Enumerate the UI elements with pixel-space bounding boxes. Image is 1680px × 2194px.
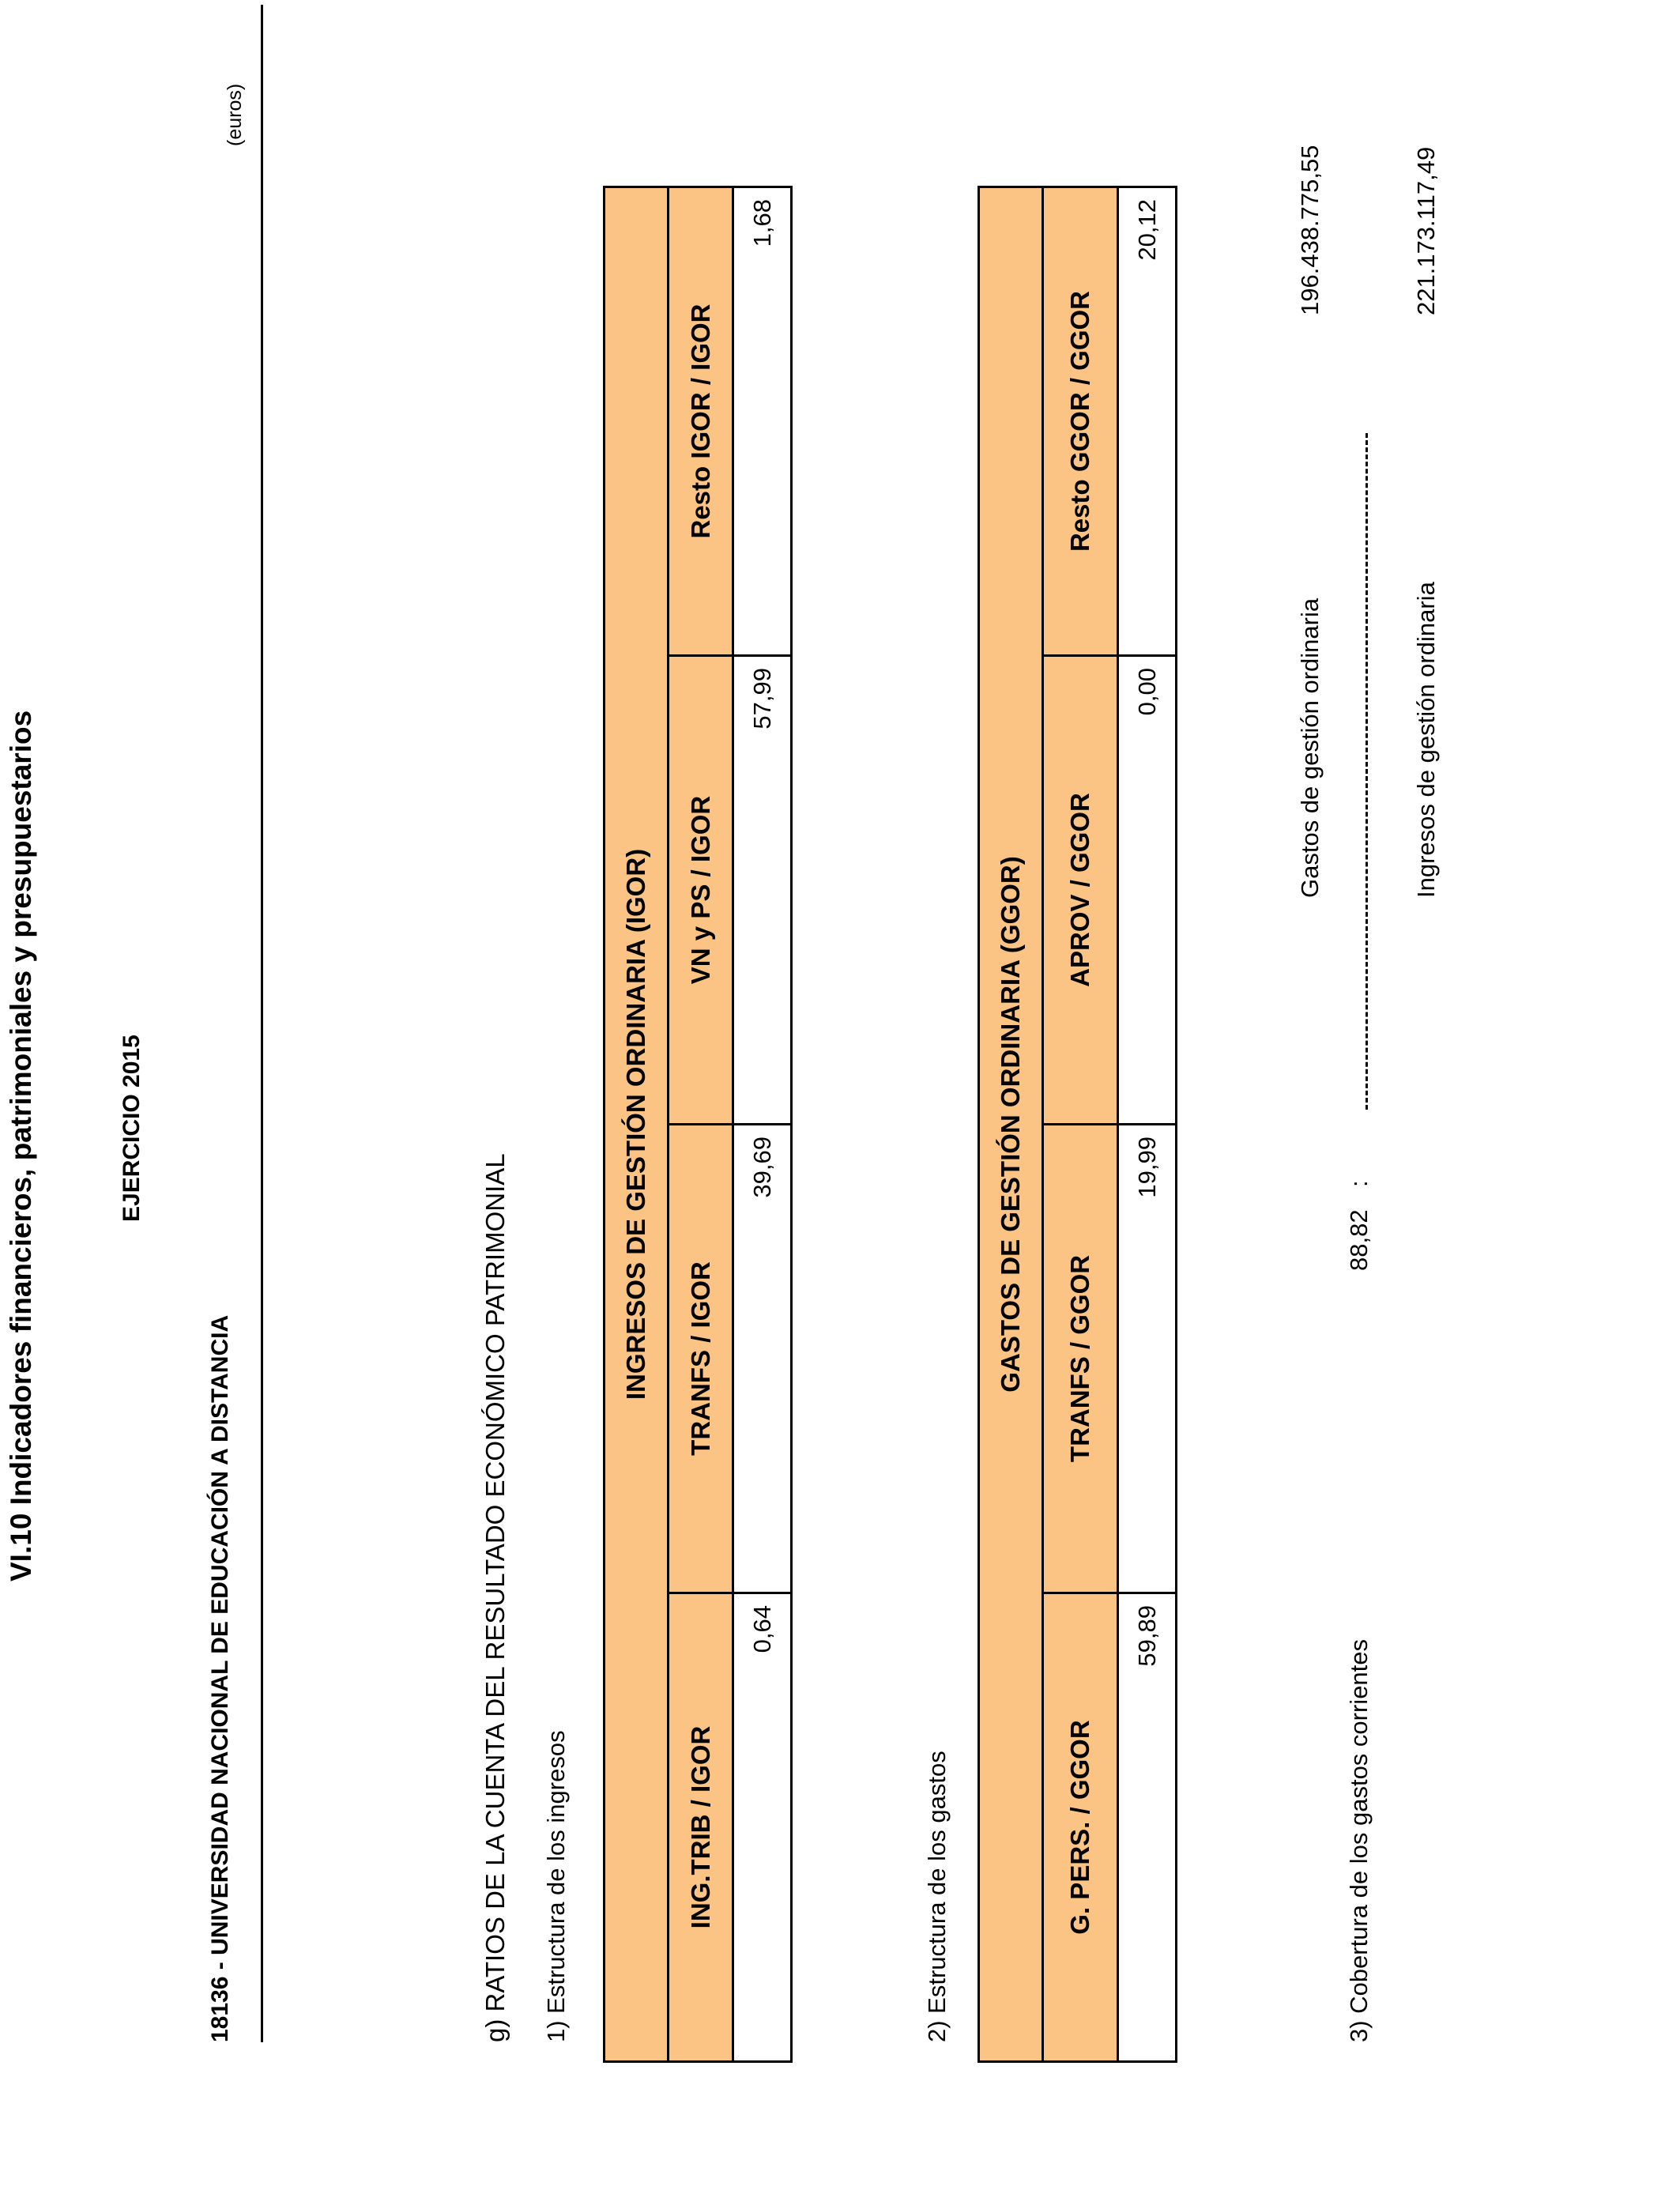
header-rule: [261, 5, 263, 2042]
ingresos-value-cell: 57,99: [733, 656, 792, 1125]
cobertura-separator: :: [1345, 1180, 1373, 1187]
gastos-col-header: Resto GGOR / GGOR: [1043, 187, 1118, 656]
ingresos-group-header: INGRESOS DE GESTIÓN ORDINARIA (IGOR): [605, 187, 669, 2061]
numerator-label: Gastos de gestión ordinaria: [1296, 598, 1324, 898]
exercise-year: EJERCICIO 2015: [119, 1035, 145, 1222]
ingresos-table: [603, 186, 793, 2063]
ingresos-col-header: ING.TRIB / IGOR: [669, 1593, 733, 2062]
currency-unit: (euros): [224, 83, 246, 146]
cobertura-subtitle: 3) Cobertura de los gastos corrientes: [1345, 1638, 1373, 2042]
denominator-value: 221.173.117,49: [1412, 146, 1440, 315]
ingresos-subtitle: 1) Estructura de los ingresos: [542, 1730, 570, 2042]
ingresos-col-header: VN y PS / IGOR: [669, 656, 733, 1125]
denominator-label: Ingresos de gestión ordinaria: [1412, 582, 1440, 898]
gastos-col-header: G. PERS. / GGOR: [1043, 1593, 1118, 2062]
ingresos-value-cell: 39,69: [733, 1125, 792, 1593]
ingresos-col-header: Resto IGOR / IGOR: [669, 187, 733, 655]
cobertura-value: 88,82: [1345, 1209, 1373, 1271]
gastos-value-cell: 20,12: [1118, 187, 1177, 656]
ingresos-value-cell: 1,68: [733, 187, 792, 655]
gastos-col-header: TRANFS / GGOR: [1043, 1125, 1118, 1593]
gastos-col-header: APROV / GGOR: [1043, 656, 1118, 1125]
gastos-group-header: GASTOS DE GESTIÓN ORDINARIA (GGOR): [979, 187, 1043, 2062]
gastos-value-cell: 59,89: [1118, 1593, 1177, 2062]
entity-name: 18136 - UNIVERSIDAD NACIONAL DE EDUCACIÓN A DISTANCIA: [207, 1314, 233, 2042]
gastos-table: [977, 186, 1177, 2063]
ingresos-col-header: TRANFS / IGOR: [669, 1125, 733, 1593]
gastos-value-cell: 0,00: [1118, 656, 1177, 1125]
gastos-subtitle: 2) Estructura de los gastos: [923, 1751, 951, 2042]
section-title: g) RATIOS DE LA CUENTA DEL RESULTADO ECONÓMICO PATRIMONIAL: [480, 1153, 510, 2042]
fraction-bar: [1365, 433, 1368, 1110]
ingresos-value-cell: 0,64: [733, 1593, 792, 2062]
gastos-value-cell: 19,99: [1118, 1125, 1177, 1593]
report-title: VI.10 Indicadores financieros, patrimoniales y presupuestarios: [5, 710, 37, 1581]
numerator-value: 196.438.775,55: [1296, 145, 1324, 315]
